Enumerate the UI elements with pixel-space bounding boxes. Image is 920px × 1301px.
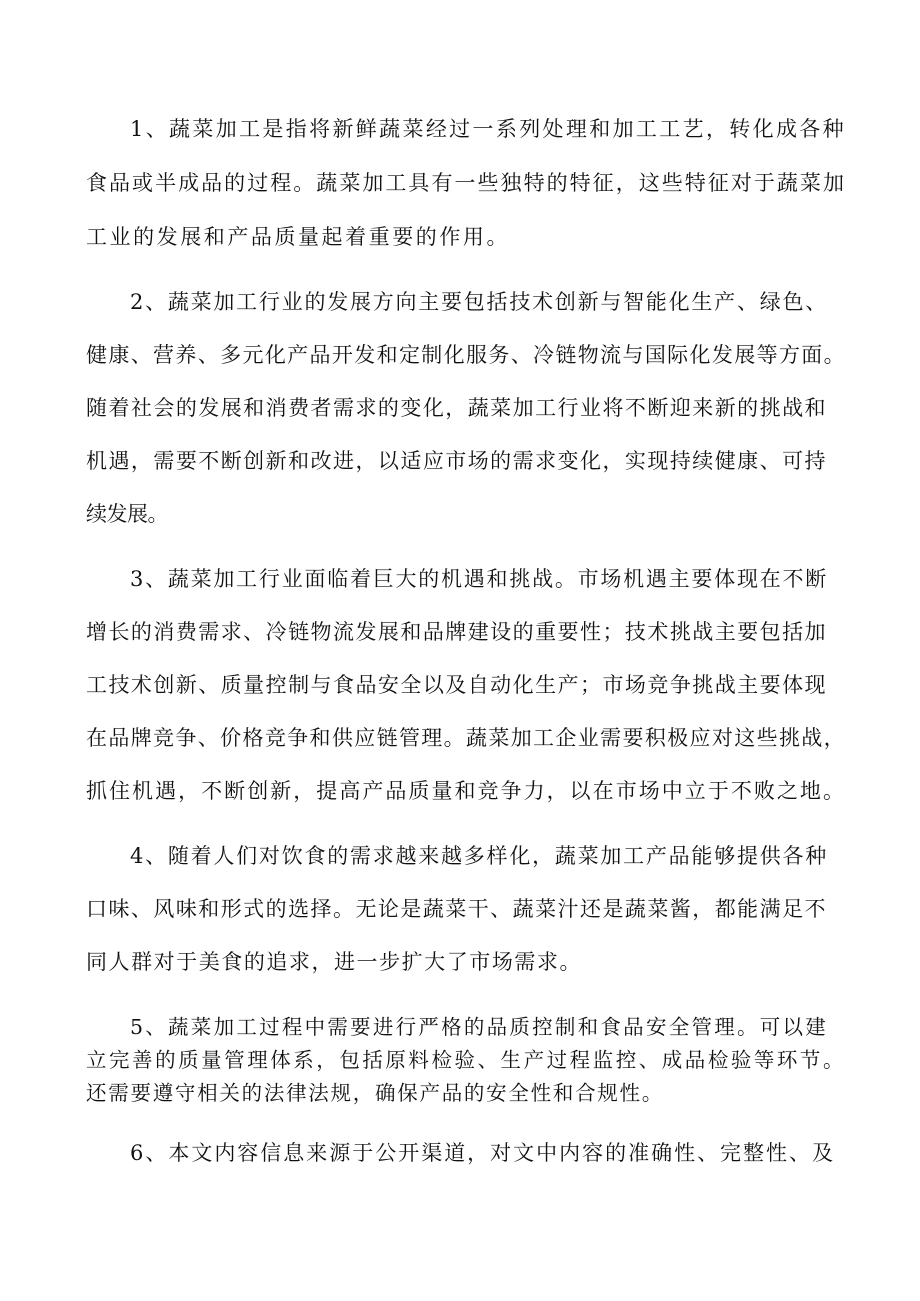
paragraph-line: 立完善的质量管理体系，包括原料检验、生产过程监控、成品检验等环节。 <box>86 1048 846 1072</box>
paragraph-line: 在品牌竞争、价格竞争和供应链管理。蔬菜加工企业需要积极应对这些挑战， <box>86 726 846 750</box>
paragraph-line: 6、本文内容信息来源于公开渠道，对文中内容的准确性、完整性、及 <box>130 1141 835 1165</box>
paragraph-line: 健康、营养、多元化产品开发和定制化服务、冷链物流与国际化发展等方面。 <box>86 343 846 367</box>
paragraph-line: 续发展。 <box>86 502 168 526</box>
paragraph-line: 还需要遵守相关的法律法规，确保产品的安全性和合规性。 <box>86 1081 664 1105</box>
paragraph-line: 抓住机遇，不断创新，提高产品质量和竞争力，以在市场中立于不败之地。 <box>86 779 846 803</box>
paragraph-line: 工技术创新、质量控制与食品安全以及自动化生产；市场竞争挑战主要体现 <box>86 673 827 697</box>
paragraph-line: 2、蔬菜加工行业的发展方向主要包括技术创新与智能化生产、绿色、 <box>130 290 828 314</box>
paragraph-line: 机遇，需要不断创新和改进，以适应市场的需求变化，实现持续健康、可持 <box>86 449 827 473</box>
paragraph-line: 1、蔬菜加工是指将新鲜蔬菜经过一系列处理和加工工艺，转化成各种 <box>130 117 846 141</box>
paragraph-line: 5、蔬菜加工过程中需要进行严格的品质控制和食品安全管理。可以建 <box>130 1015 828 1039</box>
paragraph-line: 工业的发展和产品质量起着重要的作用。 <box>86 225 510 249</box>
paragraph-line: 同人群对于美食的追求，进一步扩大了市场需求。 <box>86 950 582 974</box>
paragraph-line: 3、蔬菜加工行业面临着巨大的机遇和挑战。市场机遇主要体现在不断 <box>130 567 828 591</box>
paragraph-line: 食品或半成品的过程。蔬菜加工具有一些独特的特征，这些特征对于蔬菜加 <box>86 171 846 195</box>
paragraph-line: 增长的消费需求、冷链物流发展和品牌建设的重要性；技术挑战主要包括加 <box>86 620 827 644</box>
paragraph-line: 口味、风味和形式的选择。无论是蔬菜干、蔬菜汁还是蔬菜酱，都能满足不 <box>86 897 827 921</box>
paragraph-line: 4、随着人们对饮食的需求越来越多样化，蔬菜加工产品能够提供各种 <box>130 844 828 868</box>
paragraph-line: 随着社会的发展和消费者需求的变化，蔬菜加工行业将不断迎来新的挑战和 <box>86 396 827 420</box>
